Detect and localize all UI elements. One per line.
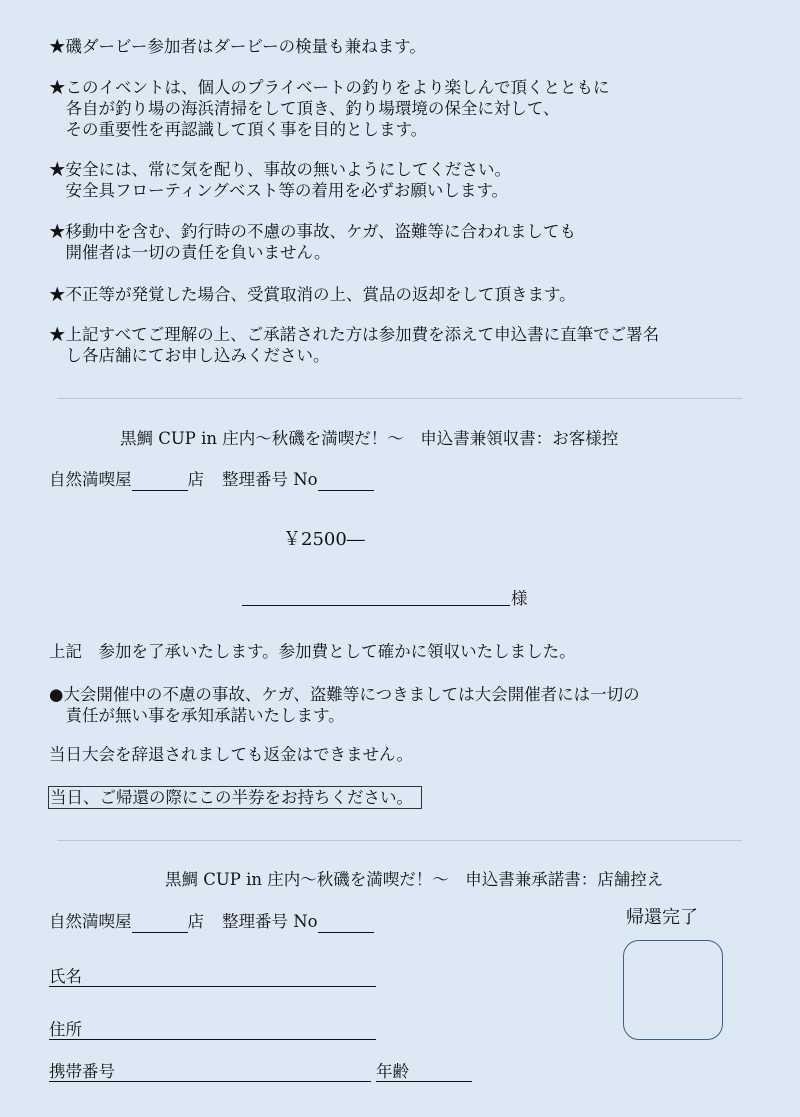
note-line: し各店舗にてお申し込みください。	[49, 346, 330, 365]
address-label: 住所	[49, 1020, 82, 1039]
note-application	[49, 324, 659, 366]
return-note: 当日、ご帰還の際にこの半券をお持ちください。	[48, 786, 422, 809]
shop-prefix: 自然満喫屋	[49, 912, 132, 931]
section-divider	[57, 840, 742, 841]
number-blank[interactable]	[318, 911, 374, 933]
note-line: ★上記すべてご理解の上、ご承諾された方は参加費を添えて申込書に直筆でご署名	[49, 325, 660, 344]
store-shop-row	[49, 911, 374, 933]
return-stamp-box[interactable]	[623, 940, 723, 1040]
receipt-shop-row	[49, 469, 374, 491]
honorific: 様	[511, 589, 528, 608]
age-label: 年齢	[376, 1062, 409, 1081]
receipt-title: 黒鯛 CUP in 庄内～秋磯を満喫だ！～ 申込書兼領収書：お客様控	[120, 429, 619, 448]
note-liability	[49, 221, 576, 263]
note-line: ★磯ダービー参加者はダービーの検量も兼ねます。	[49, 37, 426, 56]
phone-field[interactable]	[49, 1081, 371, 1082]
disclaimer	[49, 684, 640, 726]
shop-suffix: 店	[187, 912, 204, 931]
amount: ￥2500―	[283, 529, 365, 550]
note-fraud	[49, 284, 576, 305]
return-complete-label: 帰還完了	[626, 907, 698, 928]
disclaimer-line: ●大会開催中の不慮の事故、ケガ、盗難等につきましては大会開催者には一切の	[49, 685, 640, 704]
age-field[interactable]	[376, 1081, 472, 1082]
name-field[interactable]	[49, 986, 376, 987]
note-line: その重要性を再認識して頂く事を目的とします。	[49, 120, 428, 139]
note-line: ★安全には、常に気を配り、事故の無いようにしてください。	[49, 160, 511, 179]
store-copy-title: 黒鯛 CUP in 庄内～秋磯を満喫だ！～ 申込書兼承諾書：店舗控え	[165, 870, 664, 889]
number-label: 整理番号 No	[222, 470, 318, 489]
address-field[interactable]	[49, 1039, 376, 1040]
customer-name-line[interactable]	[242, 605, 510, 606]
note-line: 開催者は一切の責任を負いません。	[49, 243, 331, 262]
note-line: 各自が釣り場の海浜清掃をして頂き、釣り場環境の保全に対して、	[49, 99, 560, 118]
note-line: ★このイベントは、個人のプライベートの釣りをより楽しんで頂くとともに	[49, 78, 610, 97]
note-line: 安全具フローティングベスト等の着用を必ずお願いします。	[49, 181, 509, 200]
number-label: 整理番号 No	[222, 912, 318, 931]
section-divider	[57, 398, 742, 399]
shop-name-blank[interactable]	[132, 469, 188, 491]
name-label: 氏名	[49, 967, 82, 986]
note-line: ★移動中を含む、釣行時の不慮の事故、ケガ、盗難等に合われましても	[49, 222, 577, 241]
note-event-purpose	[49, 77, 610, 140]
phone-label: 携帯番号	[49, 1062, 115, 1081]
number-blank[interactable]	[318, 469, 374, 491]
shop-suffix: 店	[187, 470, 204, 489]
note-line: ★不正等が発覚した場合、受賞取消の上、賞品の返却をして頂きます。	[49, 285, 576, 304]
confirm-text: 上記 参加を了承いたします。参加費として確かに領収いたしました。	[49, 642, 576, 661]
shop-prefix: 自然満喫屋	[49, 470, 132, 489]
shop-name-blank[interactable]	[132, 911, 188, 933]
note-safety	[49, 159, 511, 201]
refund-text: 当日大会を辞退されましても返金はできません。	[49, 745, 413, 764]
disclaimer-line: 責任が無い事を承知承諾いたします。	[49, 706, 345, 725]
note-derby-weighing	[49, 36, 426, 57]
